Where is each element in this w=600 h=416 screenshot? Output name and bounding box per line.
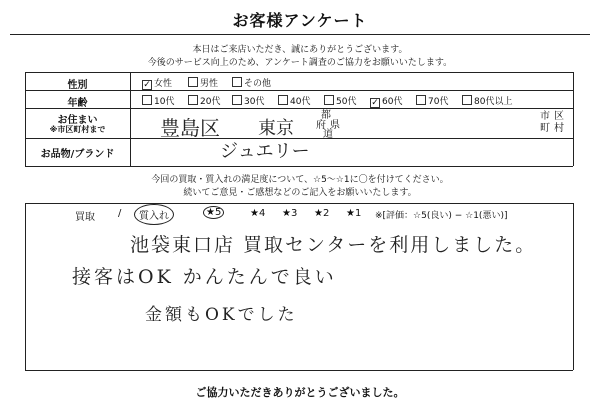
handwritten-pref[interactable]: 豊島区 xyxy=(160,116,220,140)
comment-box-border xyxy=(573,203,574,370)
satisfaction-instruction-2: 続いてご意見・ご感想などのご記入をお願いいたします。 xyxy=(183,188,417,198)
age-option-selected[interactable]: ✓ 60代 xyxy=(371,97,403,108)
survey-sheet: お客様アンケート 本日はご来店いただき、誠にありがとうございます。 今後のサービス向上のため、アンケート調査のご協力をお願いいたします。 性別 ✓ 女性 男性 その他 年齢 10代 20代 30代 40代 50代 ✓ 60代 70代 80代以上 お住まい ※市区町村まで 豊島区 東京 都 府 県 道 市 区 町 村 お品物/ブランド ジュエリー 今回の買取・質入れの満足度について、☆5〜☆1に〇を付けてください。 続いてご意見・ご感想などのご記入をお願いいたします。 買取 / 質入れ ★5 ★4 ★3 ★2 ★1 ※[評価：☆5(良い) − ☆1(悪い)] 池袋東口店 買取センターを利用しました。 接客はOK かんたんで良い 金額もOKでした ご協力いただきありがとうございました。 xyxy=(0,0,600,416)
address-sublabel: ※市区町村まで xyxy=(49,125,106,134)
checkbox[interactable] xyxy=(232,77,242,87)
checkbox[interactable] xyxy=(188,95,198,105)
intro-line-1: 本日はご来店いただき、誠にありがとうございます。 xyxy=(192,45,408,55)
table-rule xyxy=(573,72,574,166)
address-label: お住まい xyxy=(57,115,98,126)
intro-line-2: 今後のサービス向上のため、アンケート調査のご協力をお願いいたします。 xyxy=(147,58,453,68)
gender-option-other[interactable]: その他 xyxy=(232,76,271,89)
handwritten-city[interactable]: 東京 xyxy=(258,118,294,139)
table-rule xyxy=(25,72,573,73)
comment-box-border xyxy=(25,203,26,370)
comment-box-border xyxy=(25,203,573,204)
title-divider xyxy=(10,34,590,35)
gender-option-female[interactable]: ✓ 女性 xyxy=(143,79,173,90)
footer-thanks: ご協力いただきありがとうございました。 xyxy=(195,386,405,399)
comment-line-2[interactable]: 接客はOK かんたんで良い xyxy=(72,266,337,288)
age-option[interactable]: 80代以上 xyxy=(462,94,512,107)
table-rule xyxy=(130,72,131,166)
checkbox[interactable] xyxy=(188,77,198,87)
rating-3[interactable]: ★3 xyxy=(282,208,298,219)
checkbox[interactable] xyxy=(324,95,334,105)
checkbox-checked[interactable]: ✓ xyxy=(143,80,151,90)
age-option[interactable]: 20代 xyxy=(188,94,220,107)
age-option[interactable]: 70代 xyxy=(416,94,448,107)
type-shichiire-selected[interactable]: 質入れ xyxy=(134,204,174,225)
gender-label: 性別 xyxy=(67,80,88,91)
type-separator: / xyxy=(118,208,122,219)
rating-1[interactable]: ★1 xyxy=(346,208,362,219)
age-option[interactable]: 10代 xyxy=(142,94,174,107)
age-option[interactable]: 40代 xyxy=(278,94,310,107)
checkbox[interactable] xyxy=(462,95,472,105)
age-option[interactable]: 50代 xyxy=(324,94,356,107)
gender-option-male[interactable]: 男性 xyxy=(188,76,218,89)
page-title: お客様アンケート xyxy=(232,11,368,30)
age-option[interactable]: 30代 xyxy=(232,94,264,107)
item-label: お品物/ブランド xyxy=(40,149,115,160)
rating-scale-note: ※[評価：☆5(良い) − ☆1(悪い)] xyxy=(375,211,508,221)
rating-5-selected[interactable]: ★5 xyxy=(203,207,224,218)
checkbox[interactable] xyxy=(142,95,152,105)
checkbox[interactable] xyxy=(416,95,426,105)
age-label: 年齢 xyxy=(67,98,88,109)
comment-line-3[interactable]: 金額もOKでした xyxy=(145,305,298,325)
comment-box-border xyxy=(25,370,573,371)
checkbox[interactable] xyxy=(232,95,242,105)
type-kaitori[interactable]: 買取 xyxy=(75,212,95,223)
comment-line-1[interactable]: 池袋東口店 買取センターを利用しました。 xyxy=(130,234,537,256)
handwritten-item[interactable]: ジュエリー xyxy=(220,141,310,162)
rating-2[interactable]: ★2 xyxy=(314,208,330,219)
checkbox[interactable] xyxy=(278,95,288,105)
checkbox-checked[interactable]: ✓ xyxy=(371,98,379,108)
satisfaction-instruction-1: 今回の買取・質入れの満足度について、☆5〜☆1に〇を付けてください。 xyxy=(151,175,449,185)
table-rule xyxy=(25,166,573,167)
rating-4[interactable]: ★4 xyxy=(250,208,266,219)
